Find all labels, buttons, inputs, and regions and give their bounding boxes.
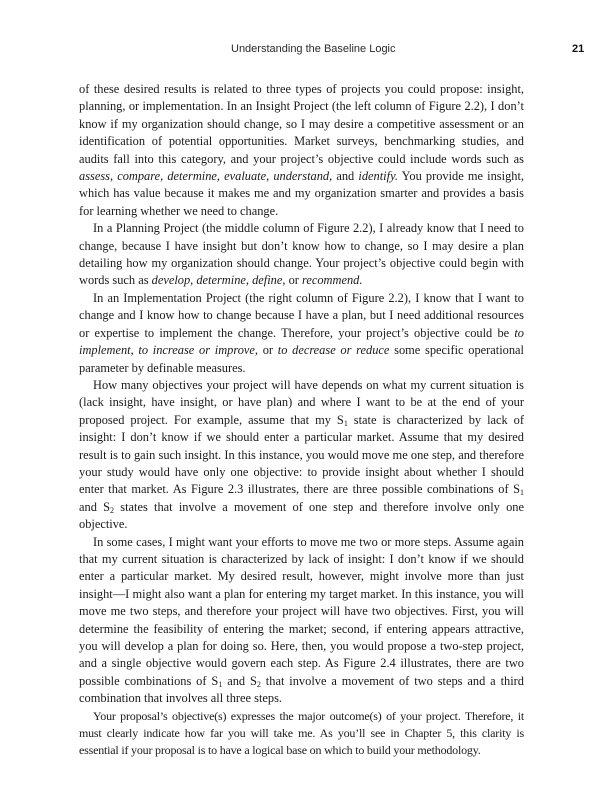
body-text	[79, 81, 524, 760]
paragraph-1: of these desired results is related to three types of projects you could propose: insight, planning, or implementation. In an Insight Project (the left column of Figure 2.2), I don’t know if my organization should change, so I may desire a competitive assessment or an identification of potential opportunities. Market surveys, benchmarking studies, and audits fall into this category, and your project’s objective could include words such as assess, compare, determine, evaluate, understand, and identify. You provide me insight, which has value because it makes me and my organization smarter and provides a basis for learning whether we need to change.	[79, 82, 525, 218]
page-number: 21	[572, 43, 585, 55]
running-title: Understanding the Baseline Logic	[231, 43, 396, 55]
paragraph-4: How many objectives your project will have depends on what my current situation is (lack insight, have insight, or have plan) and where I want to be at the end of your proposed project. For example, assume that my $S_1$ state is characterized by lack of insight: I don’t know if we should enter a particular market. Assume that my desired result is to gain such insight. In this instance, you would move me one step, and therefore your study would have only one objective: to provide insight about whether I should enter that market. As Figure 2.3 illustrates, there are three possible combinations of $S_1$ and $S_2$ states that involve a movement of one step and therefore involve only one objective.	[79, 377, 525, 532]
paragraph-3: In an Implementation Project (the right column of Figure 2.2), I know that I want to change and I know how to change because I have a plan, but I need additional resources or expertise to implement the change. Therefore, your project’s objective could be to implement, to increase or improve, or to decrease or reduce some specific operational parameter by definable measures.	[79, 290, 524, 375]
paragraph-5: In some cases, I might want your efforts to move me two or more steps. Assume again that my current situation is characterized by lack of insight: I don’t know if we should enter a particular market. My desired result, however, might involve more than just insight—I might also want a plan for entering my target market. In this instance, you will move me two steps, and therefore your project will have two objectives. First, you will determine the feasibility of entering the market; second, if entering appears attractive, you will develop a plan for doing so. Here, then, you would propose a two-step project, and a single objective would govern each step. As Figure 2.4 illustrates, there are two possible combinations of $S_1$ and $S_2$ that involve a movement of two steps and a third combination that involves all three steps.	[79, 534, 524, 706]
running-head	[0, 43, 602, 59]
paragraph-6: Your proposal’s objective(s) expresses the major outcome(s) of your project. Therefore, it must clearly indicate how far you will take me. As you’ll see in Chapter 5, this clarity is essential if your proposal is to have a logical base on which to build your methodology.	[79, 708, 524, 758]
paragraph-2: In a Planning Project (the middle column of Figure 2.2), I already know that I need to change, because I have insight but don’t know how to change, so I may desire a plan detailing how my organization should change. Your project’s objective could begin with words such as develop, determine, define, or recommend.	[79, 221, 524, 288]
